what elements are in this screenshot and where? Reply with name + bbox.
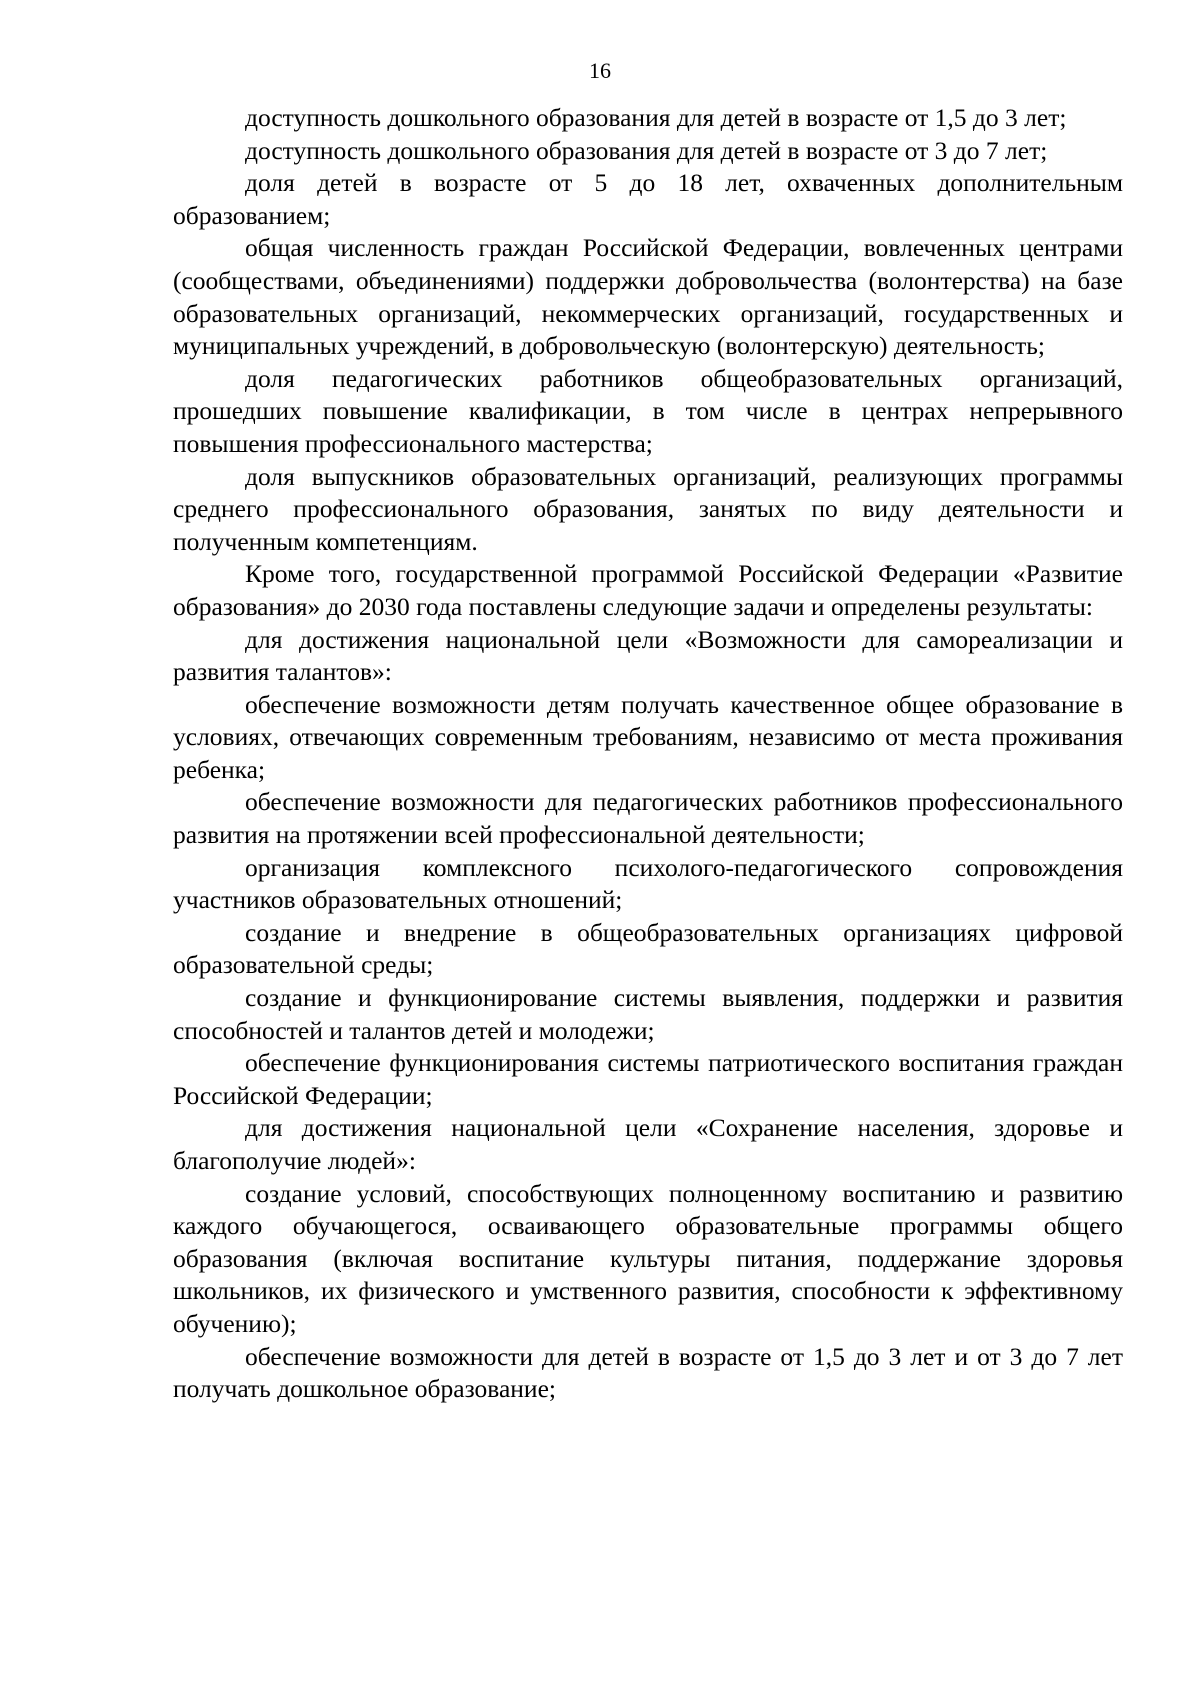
document-body [173, 102, 1123, 1406]
paragraph: Кроме того, государственной программой Российской Федерации «Развитие образования» до 2030 года поставлены следующие задачи и определены результаты: [173, 559, 1123, 621]
paragraph: создание и функционирование системы выявления, поддержки и развития способностей и талантов детей и молодежи; [173, 983, 1123, 1045]
paragraph: обеспечение функционирования системы патриотического воспитания граждан Российской Федерации; [173, 1048, 1123, 1110]
paragraph: доступность дошкольного образования для детей в возрасте от 1,5 до 3 лет; [245, 103, 1067, 132]
paragraph: обеспечение возможности для педагогических работников профессионального развития на протяжении всей профессиональной деятельности; [173, 787, 1123, 850]
paragraph: общая численность граждан Российской Федерации, вовлеченных центрами (сообществами, объединениями) поддержки добровольчества (волонтерства) на базе образовательных организаций, некоммерческих организаций, государственных и муниципальных учреждений, в добровольческую (волонтерскую) деятельность; [173, 233, 1123, 361]
paragraph: создание и внедрение в общеобразовательных организациях цифровой образовательной среды; [173, 917, 1123, 980]
paragraph: обеспечение возможности детям получать качественное общее образование в условиях, отвечающих современным требованиям, независимо от места проживания ребенка; [173, 689, 1123, 784]
paragraph: создание условий, способствующих полноценному воспитанию и развитию каждого обучающегося, осваивающего образовательные программы общего образования (включая воспитание культуры питания, поддержание здоровья школьников, их физического и умственного развития, способности к эффективному обучению); [173, 1178, 1123, 1338]
paragraph: организация комплексного психолого-педагогического сопровождения участников образовательных отношений; [173, 852, 1123, 915]
paragraph: доля педагогических работников общеобразовательных организаций, прошедших повышение квалификации, в том числе в центрах непрерывного повышения профессионального мастерства; [173, 363, 1123, 458]
paragraph: для достижения национальной цели «Сохранение населения, здоровье и благополучие людей»: [173, 1113, 1123, 1175]
paragraph: для достижения национальной цели «Возможности для самореализации и развития талантов»: [173, 624, 1123, 687]
paragraph: доступность дошкольного образования для детей в возрасте от 3 до 7 лет; [245, 135, 1048, 165]
paragraph: доля детей в возрасте от 5 до 18 лет, охваченных дополнительным образованием; [173, 168, 1123, 230]
paragraph: доля выпускников образовательных организаций, реализующих программы среднего профессионального образования, занятых по виду деятельности и полученным компетенциям. [173, 461, 1123, 556]
paragraph: обеспечение возможности для детей в возрасте от 1,5 до 3 лет и от 3 до 7 лет получать дошкольное образование; [173, 1341, 1123, 1404]
page-number: 16 [589, 58, 611, 83]
